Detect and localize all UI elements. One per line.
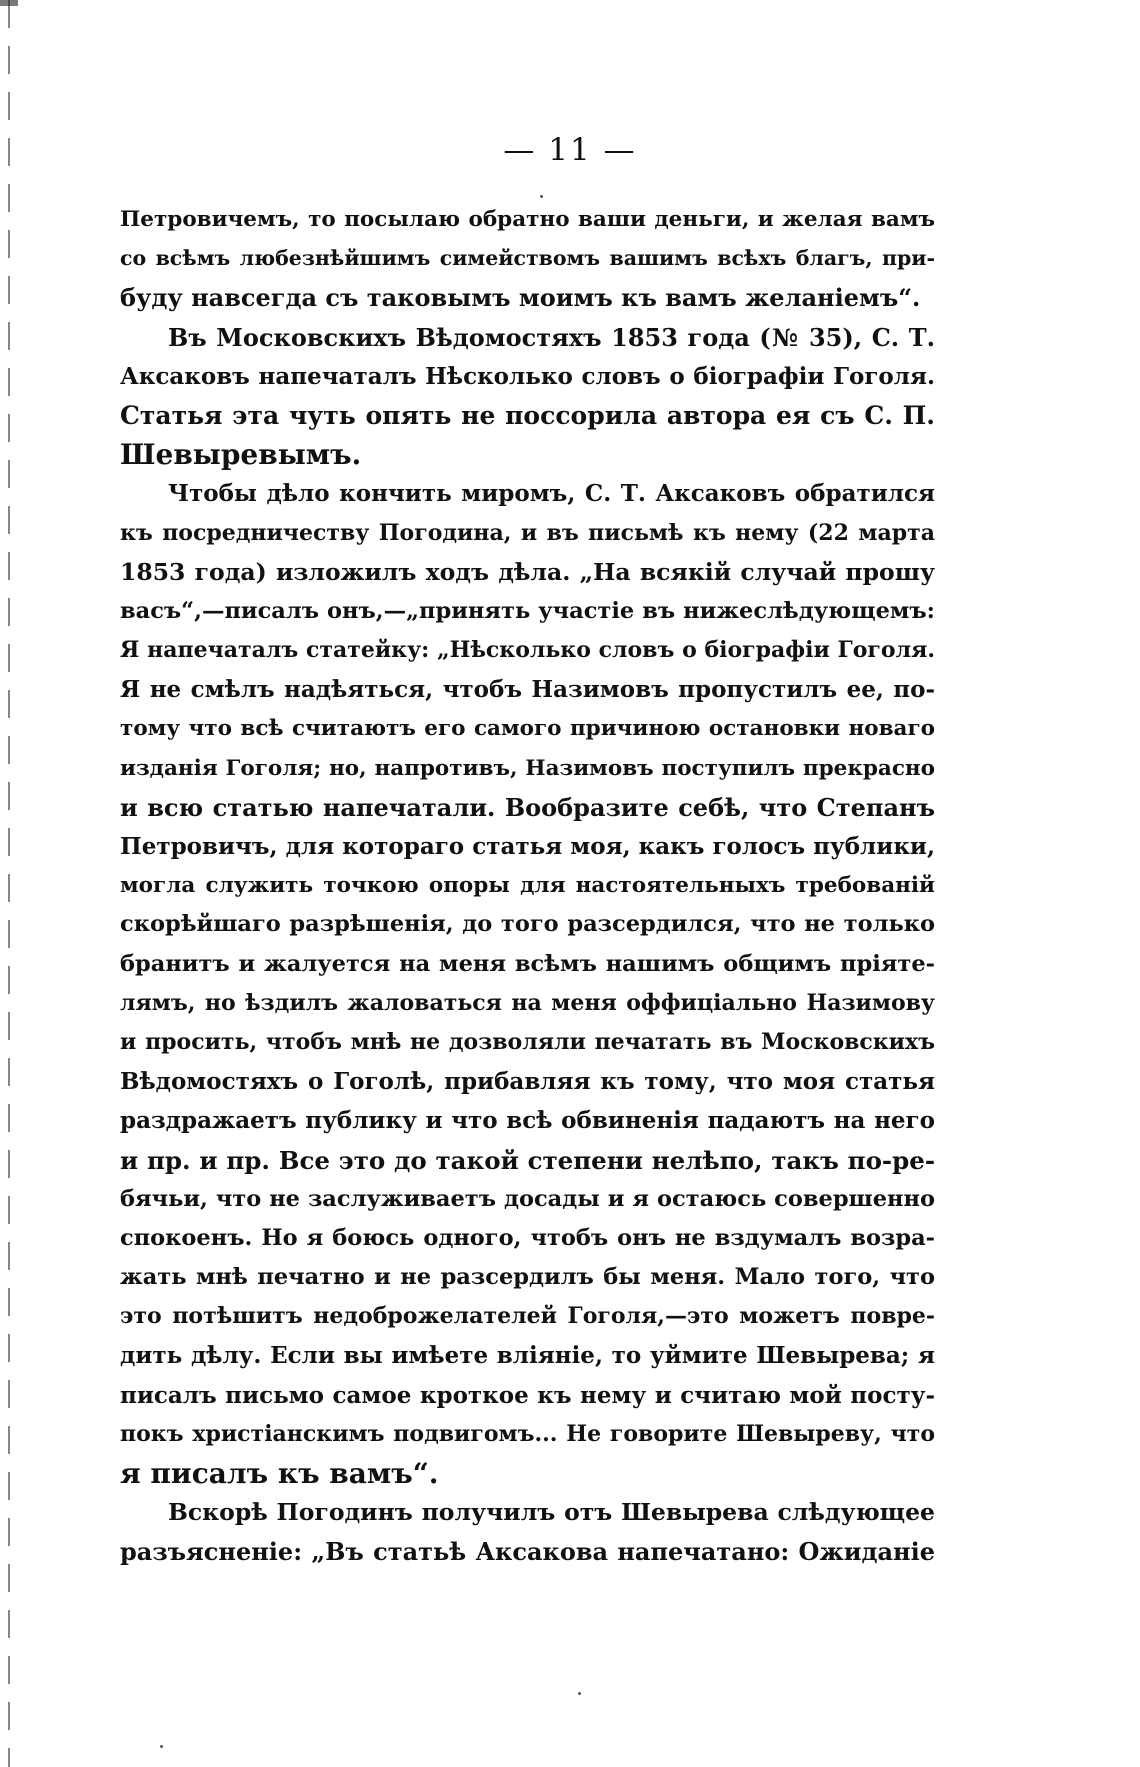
- scan-speck: [578, 1692, 581, 1695]
- text-line: спокоенъ. Но я боюсь одного, чтобъ онъ не вздумалъ возра-: [120, 1224, 935, 1251]
- text-line: Петровичъ, для котораго статья моя, какъ голосъ публики,: [120, 833, 935, 860]
- text-line: бячьи, что не заслуживаетъ досады и я остаюсь совершенно: [120, 1185, 935, 1212]
- text-line: покъ христіанскимъ подвигомъ... Не говорите Шевыреву, что: [120, 1420, 935, 1447]
- paragraph-start-line: Вскорѣ Погодинъ получилъ отъ Шевырева слѣдующее: [168, 1498, 935, 1527]
- text-line: буду навсегда съ таковымъ моимъ къ вамъ желаніемъ“.: [120, 283, 921, 313]
- text-line: къ посредничеству Погодина, и въ письмѣ къ нему (22 марта: [120, 519, 935, 546]
- text-line: тому что всѣ считаютъ его самого причиною остановки новаго: [120, 716, 935, 742]
- paragraph-start-line: Чтобы дѣло кончить миромъ, С. Т. Аксаковъ обратился: [168, 480, 935, 508]
- text-line: 1853 года) изложилъ ходъ дѣла. „На всякій случай прошу: [120, 557, 935, 586]
- text-line: скорѣйшаго разрѣшенія, до того разсердился, что не только: [120, 911, 935, 938]
- text-line: Я напечаталъ статейку: „Нѣсколько словъ о біографіи Гоголя.: [120, 637, 935, 664]
- text-line: я писалъ къ вамъ“.: [120, 1457, 439, 1490]
- text-line: бранитъ и жалуется на меня всѣмъ нашимъ общимъ пріяте-: [120, 950, 935, 977]
- scan-margin-edge: [8, 0, 10, 1767]
- page-number: — 11 —: [503, 132, 637, 168]
- text-line: со всѣмъ любезнѣйшимъ симействомъ вашимъ всѣхъ благъ, при-: [120, 246, 935, 271]
- text-line: писалъ письмо самое кроткое къ нему и считаю мой посту-: [120, 1381, 935, 1409]
- text-line: лямъ, но ѣздилъ жаловаться на меня оффиціально Назимову: [120, 989, 935, 1016]
- paragraph-start-line: Въ Московскихъ Вѣдомостяхъ 1853 года (№ 35), С. Т.: [168, 322, 935, 352]
- text-line: Петровичемъ, то посылаю обратно ваши деньги, и желая вамъ: [120, 207, 935, 232]
- text-line: Я не смѣлъ надѣяться, чтобъ Назимовъ пропустилъ ее, по-: [120, 676, 935, 704]
- text-line: и пр. и пр. Все это до такой степени нелѣпо, такъ по-ре-: [120, 1145, 935, 1175]
- page-text-block: [120, 200, 935, 1572]
- text-line: разъясненіе: „Въ статьѣ Аксакова напечатано: Ожиданіе: [120, 1537, 935, 1567]
- text-line: Вѣдомостяхъ о Гоголѣ, прибавляя къ тому, что моя статья: [120, 1068, 935, 1096]
- text-line: Статья эта чуть опять не поссорила автора ея съ С. П.: [120, 400, 935, 430]
- text-line: и просить, чтобъ мнѣ не дозволяли печатать въ Московскихъ: [120, 1028, 935, 1055]
- text-line: и всю статью напечатали. Вообразите себѣ, что Степанъ: [120, 792, 935, 822]
- text-line: васъ“,—писалъ онъ,—„принять участіе въ нижеслѣдующемъ:: [120, 597, 935, 624]
- text-line: дить дѣлу. Если вы имѣете вліяніе, то уймите Шевырева; я: [120, 1342, 935, 1370]
- scan-speck: [540, 195, 543, 198]
- text-line: Шевыревымъ.: [120, 438, 362, 472]
- text-line: жать мнѣ печатно и не разсердилъ бы меня. Мало того, что: [120, 1264, 935, 1291]
- text-line: это потѣшитъ недоброжелателей Гоголя,—это можетъ повре-: [120, 1303, 935, 1330]
- text-line: Аксаковъ напечаталъ Нѣсколько словъ о біографіи Гоголя.: [120, 362, 935, 390]
- text-line: раздражаетъ публику и что всѣ обвиненія падаютъ на него: [120, 1107, 935, 1135]
- scan-speck: [160, 1745, 163, 1748]
- text-line: изданія Гоголя; но, напротивъ, Назимовъ поступилъ прекрасно: [120, 755, 935, 781]
- text-line: могла служить точкою опоры для настоятельныхъ требованій: [120, 873, 935, 899]
